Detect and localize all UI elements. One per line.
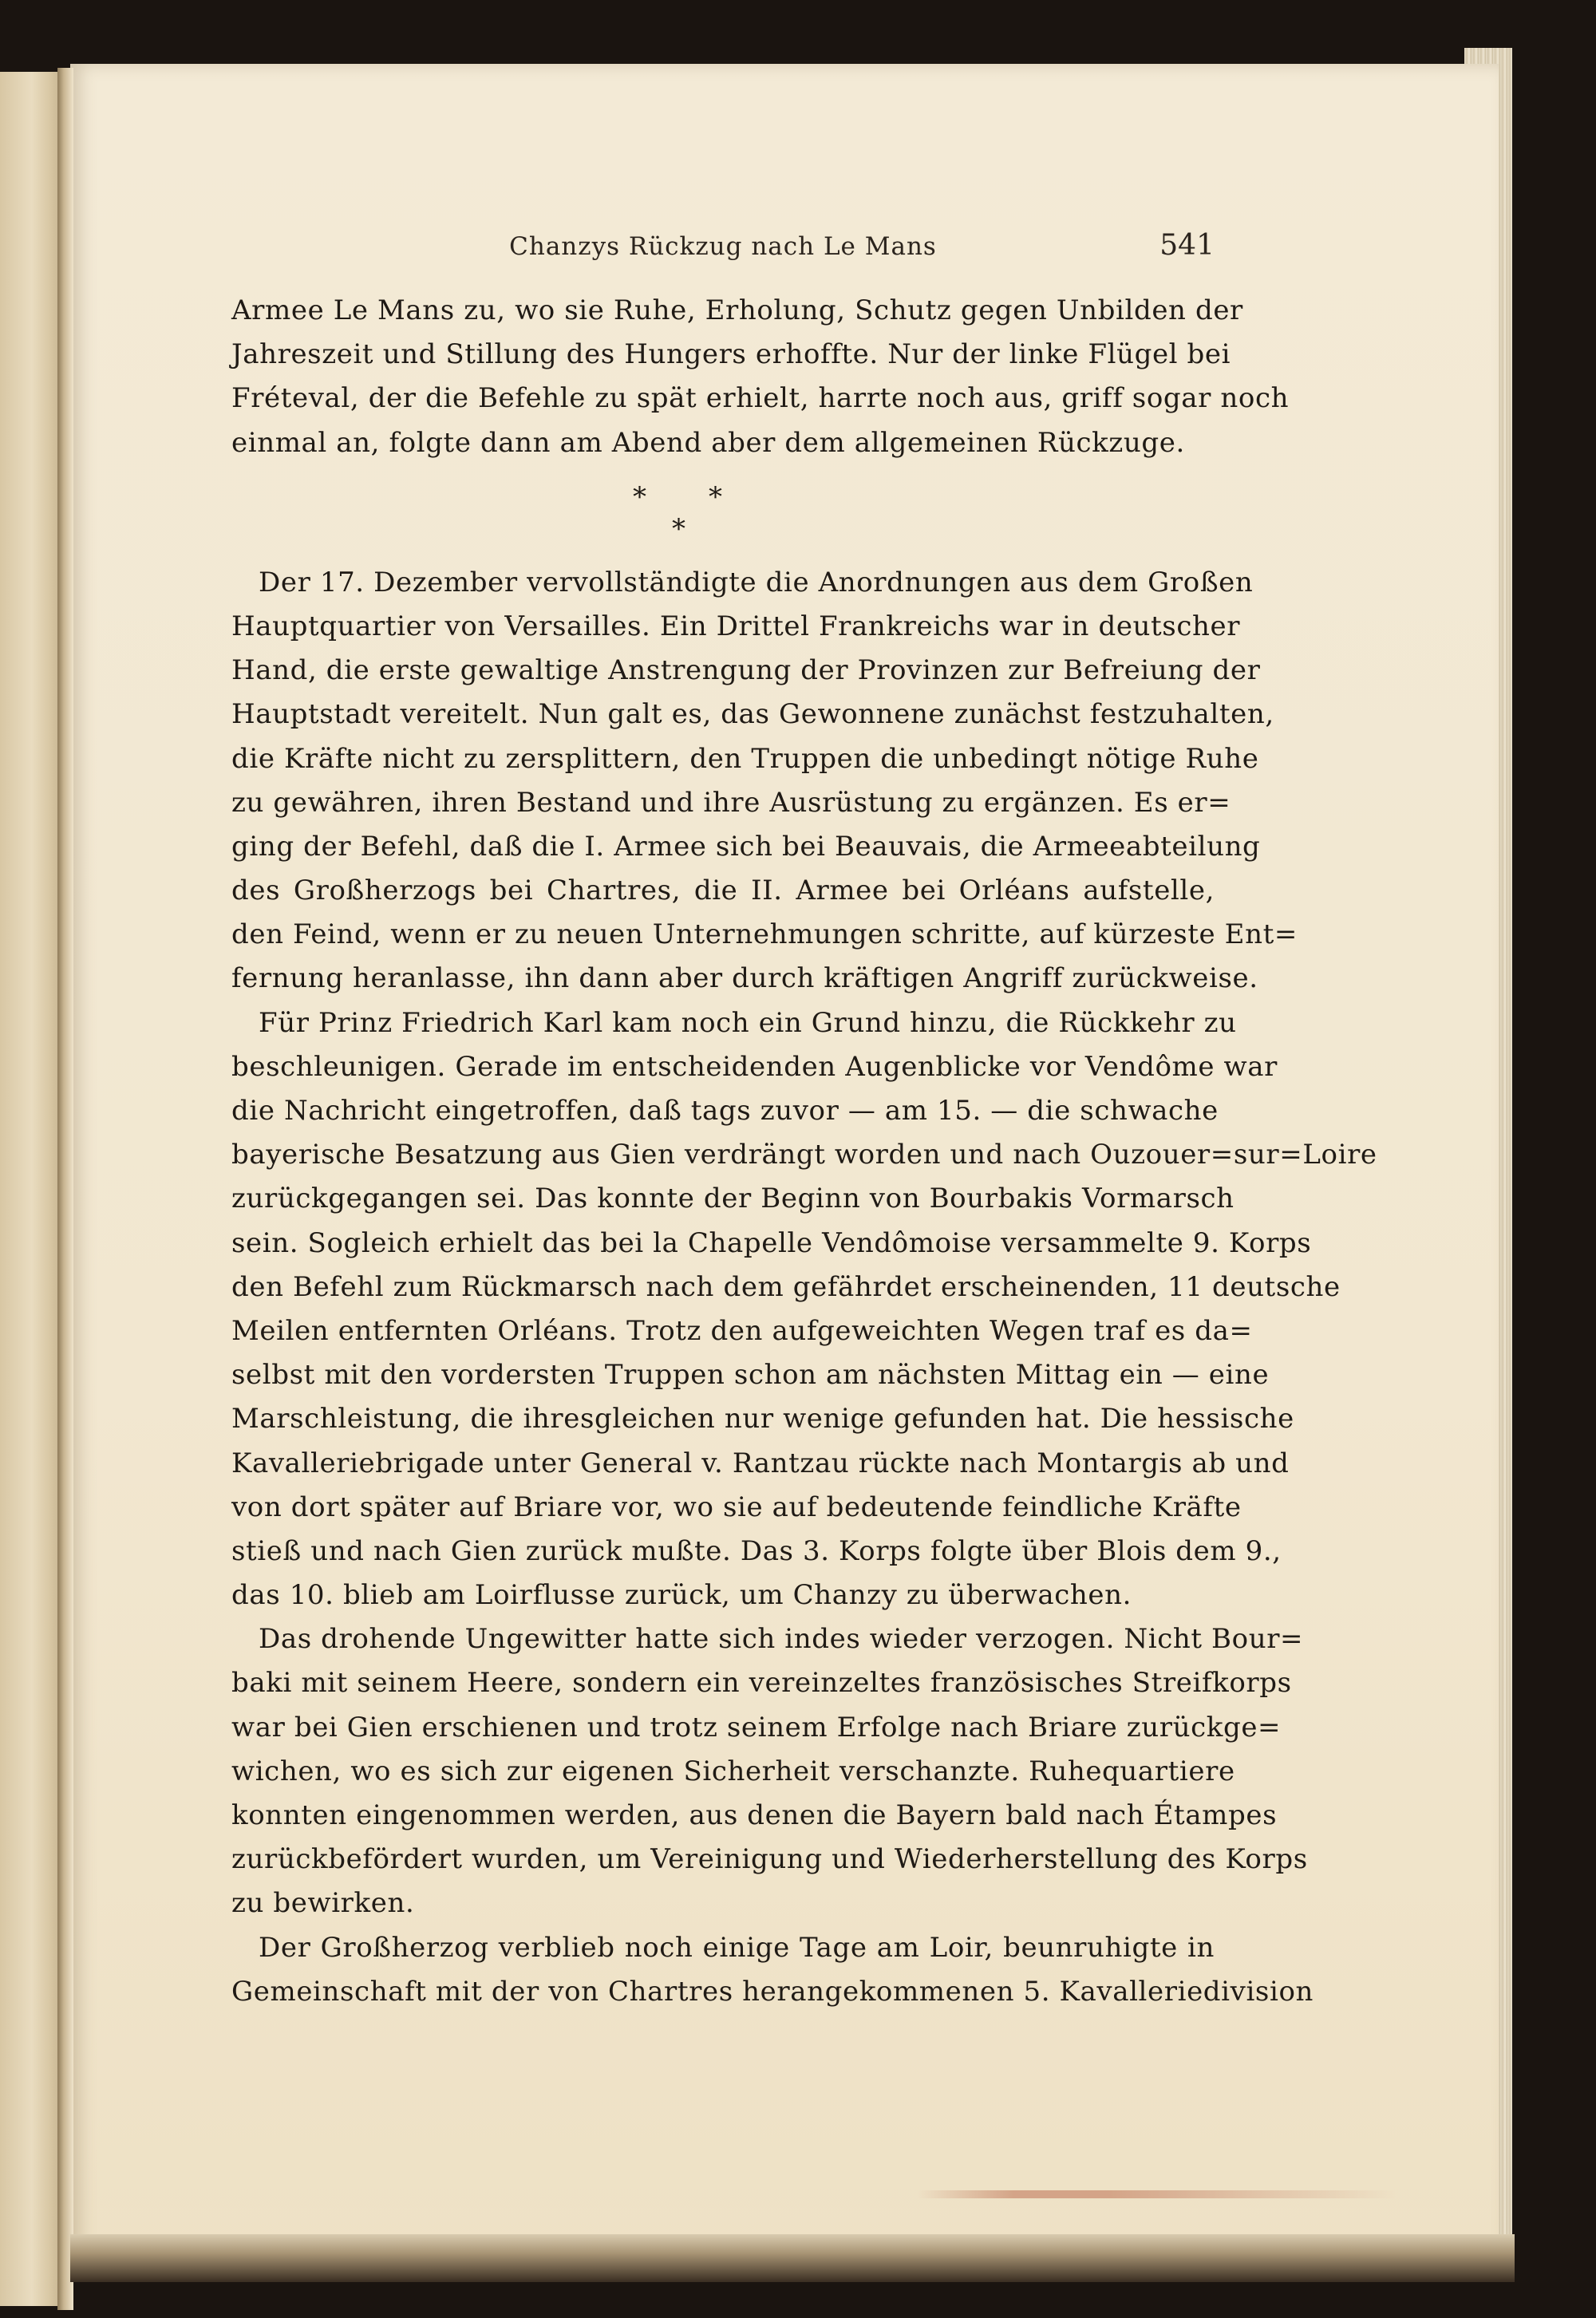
text-line: die Kräfte nicht zu zersplittern, den Truppen die unbedingt nötige Ruhe (231, 742, 1259, 775)
text-line: Meilen entfernten Orléans. Trotz den aufgeweichten Wegen traf es da= (231, 1314, 1253, 1347)
text-line: Gemeinschaft mit der von Chartres herangekommenen 5. Kavalleriedivision (231, 1975, 1314, 2008)
text-line: Hand, die erste gewaltige Anstrengung der Provinzen zur Befreiung der (231, 654, 1261, 687)
paragraph-2 (231, 561, 1298, 1001)
text-line: Das drohende Ungewitter hatte sich indes wieder verzogen. Nicht Bour= (259, 1623, 1304, 1656)
page-bottom-edge (70, 2234, 1515, 2282)
text-line: Marschleistung, die ihresgleichen nur wenige gefunden hat. Die hessische (231, 1403, 1294, 1435)
text-line: den Feind, wenn er zu neuen Unternehmungen schritte, auf kürzeste Ent= (231, 918, 1298, 951)
text-line: den Befehl zum Rückmarsch nach dem gefährdet erscheinenden, 11 deutsche (231, 1270, 1341, 1303)
text-line: die Nachricht eingetroffen, daß tags zuvor — am 15. — die schwache (231, 1095, 1219, 1127)
text-line: Hauptquartier von Versailles. Ein Drittel Frankreichs war in deutscher (231, 610, 1241, 642)
asterism-star: * (672, 512, 686, 545)
text-line: Jahreszeit und Stillung des Hungers erhoffte. Nur der linke Flügel bei (231, 338, 1231, 371)
text-line: zu gewähren, ihren Bestand und ihre Ausrüstung zu ergänzen. Es er= (231, 786, 1231, 819)
text-line: konnten eingenommen werden, aus denen die Bayern bald nach Étampes (231, 1799, 1278, 1831)
text-line: bayerische Besatzung aus Gien verdrängt worden und nach Ouzouer=sur=Loire (231, 1139, 1377, 1171)
asterism-separator (231, 465, 1215, 561)
paragraph-4 (231, 1617, 1308, 1925)
running-title: Chanzys Rückzug nach Le Mans (509, 232, 937, 261)
page-header (231, 229, 1215, 269)
paragraph-3 (231, 1001, 1377, 1618)
text-line: war bei Gien erschienen und trotz seinem Erfolge nach Briare zurückge= (231, 1711, 1282, 1743)
body-text (231, 289, 1377, 2014)
text-line: Für Prinz Friedrich Karl kam noch ein Grund hinzu, die Rückkehr zu (259, 1006, 1237, 1039)
text-line: Hauptstadt vereitelt. Nun galt es, das Gewonnene zunächst festzuhalten, (231, 698, 1274, 731)
text-line: zu bewirken. (231, 1887, 415, 1920)
text-line: Kavalleriebrigade unter General v. Rantzau rückte nach Montargis ab und (231, 1447, 1290, 1479)
text-line: einmal an, folgte dann am Abend aber dem allgemeinen Rückzuge. (231, 426, 1185, 459)
text-line: von dort später auf Briare vor, wo sie auf bedeutende feindliche Kräfte (231, 1491, 1242, 1523)
text-line: beschleunigen. Gerade im entscheidenden Augenblicke vor Vendôme war (231, 1050, 1278, 1083)
paragraph-1 (231, 289, 1290, 465)
text-line: Fréteval, der die Befehle zu spät erhielt, harrte noch aus, griff sogar noch (231, 382, 1290, 415)
text-line: wichen, wo es sich zur eigenen Sicherheit verschanzte. Ruhequartiere (231, 1755, 1235, 1787)
text-line: sein. Sogleich erhielt das bei la Chapelle Vendômoise versammelte 9. Korps (231, 1226, 1312, 1259)
text-line: zurückbefördert wurden, um Vereinigung und Wiederherstellung des Korps (231, 1843, 1308, 1876)
paragraph-5 (231, 1926, 1314, 2014)
text-line: baki mit seinem Heere, sondern ein vereinzeltes französisches Streifkorps (231, 1667, 1292, 1700)
text-line: des Großherzogs bei Chartres, die II. Armee bei Orléans aufstelle, (231, 875, 1215, 907)
page-edge-stain (918, 2190, 1396, 2198)
text-line: Armee Le Mans zu, wo sie Ruhe, Erholung, Schutz gegen Unbilden der (231, 294, 1243, 326)
text-line: das 10. blieb am Loirflusse zurück, um Chanzy zu überwachen. (231, 1579, 1132, 1612)
text-line: Der Großherzog verblieb noch einige Tage am Loir, beunruhigte in (259, 1931, 1215, 1964)
text-line: stieß und nach Gien zurück mußte. Das 3. Korps folgte über Blois dem 9., (231, 1534, 1282, 1567)
page-number: 541 (1159, 229, 1215, 262)
text-line: Der 17. Dezember vervollständigte die Anordnungen aus dem Großen (259, 566, 1254, 598)
text-line: fernung heranlasse, ihn dann aber durch kräftigen Angriff zurückweise. (231, 962, 1258, 995)
book-gutter (57, 68, 73, 2310)
text-line: selbst mit den vordersten Truppen schon am nächsten Mittag ein — eine (231, 1359, 1270, 1392)
asterism-star: * (709, 480, 723, 513)
text-line: ging der Befehl, daß die I. Armee sich bei Beauvais, die Armeeabteilung (231, 830, 1261, 863)
asterism-star: * (633, 480, 647, 513)
text-line: zurückgegangen sei. Das konnte der Beginn von Bourbakis Vormarsch (231, 1183, 1235, 1215)
